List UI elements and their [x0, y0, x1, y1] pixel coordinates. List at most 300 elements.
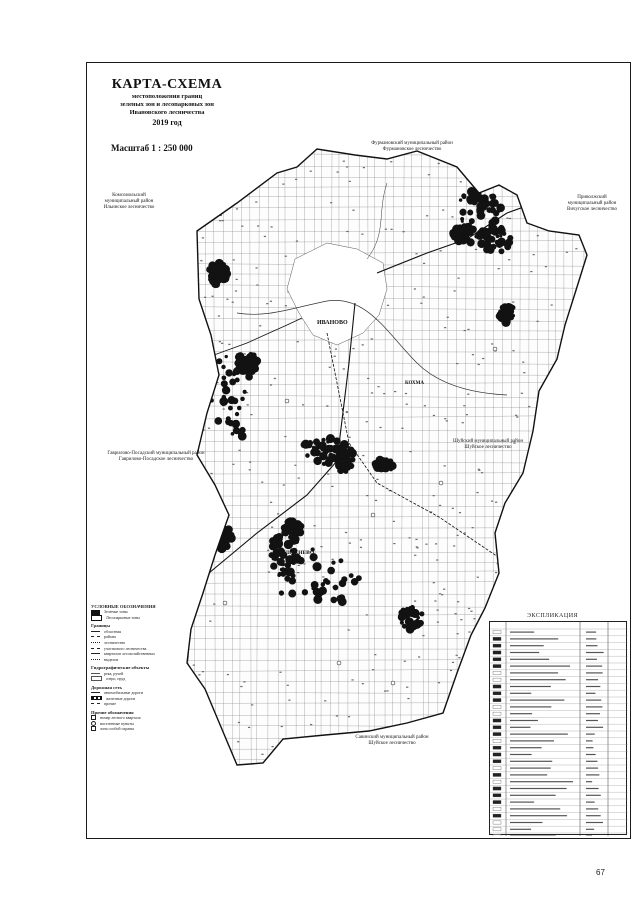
- quarter-number: [330, 202, 332, 203]
- quarter-number: [540, 605, 542, 606]
- green-zone-forest: [188, 177, 192, 181]
- green-zone-forest: [184, 196, 190, 202]
- explication-symbol: [493, 637, 501, 640]
- green-zone-forest: [291, 526, 294, 529]
- green-zone-forest: [193, 182, 197, 186]
- green-zone-forest: [411, 609, 420, 618]
- explication-value: [586, 768, 598, 769]
- green-zone-forest: [201, 171, 210, 180]
- explication-value: [586, 747, 593, 748]
- page-number: 67: [596, 868, 605, 877]
- green-zone-forest: [418, 620, 424, 626]
- quarter-number: [457, 278, 459, 279]
- green-zone-forest: [467, 209, 473, 215]
- green-zone-forest: [487, 246, 495, 254]
- green-zone-forest: [326, 440, 330, 444]
- quarter-number: [524, 537, 526, 538]
- label-south-district: [337, 735, 447, 747]
- quarter-number: [227, 674, 229, 675]
- quarter-number: [504, 562, 506, 563]
- quarter-number: [456, 363, 458, 364]
- explication-symbol: [493, 780, 501, 783]
- explication-symbol: [493, 828, 501, 831]
- quarter-number: [346, 166, 348, 167]
- green-zone-forest: [272, 554, 279, 561]
- label-nw-3: Ильинское лесничество: [103, 205, 155, 210]
- quarter-number: [277, 513, 279, 514]
- green-zone-forest: [189, 174, 193, 178]
- green-zone-forest: [217, 527, 220, 530]
- quarter-number: [331, 486, 333, 487]
- quarter-number: [414, 288, 416, 289]
- green-zone-forest: [192, 169, 199, 176]
- green-zone-forest: [194, 170, 197, 173]
- explication-value: [586, 686, 600, 687]
- label-e-2: Шуйское лесничество: [464, 445, 512, 450]
- green-zone-forest: [477, 207, 481, 211]
- explication-value: [586, 761, 597, 762]
- quarter-number: [198, 674, 200, 675]
- quarter-number: [543, 513, 545, 514]
- quarter-number: [232, 302, 234, 303]
- explication-text-line: [510, 822, 542, 823]
- green-zone-forest: [178, 186, 187, 195]
- green-zone-forest: [220, 268, 226, 274]
- quarter-number: [478, 364, 480, 365]
- quarter-number: [522, 362, 524, 363]
- explication-value: [586, 815, 601, 816]
- quarter-number: [236, 208, 238, 209]
- green-zone-forest: [202, 174, 206, 178]
- green-zone-forest: [279, 590, 284, 595]
- quarter-number: [452, 662, 454, 663]
- explication-value: [586, 802, 595, 803]
- green-zone-forest: [215, 417, 223, 425]
- quarter-number: [201, 413, 203, 414]
- explication-symbol: [493, 821, 501, 824]
- quarter-number: [285, 305, 287, 306]
- legend-border-label: участкового лесничества: [104, 645, 147, 651]
- green-zone-forest: [189, 173, 198, 182]
- quarter-number: [237, 185, 239, 186]
- quarter-number: [394, 391, 396, 392]
- legend-other-swatch: [91, 726, 96, 731]
- quarter-number: [416, 546, 418, 547]
- quarter-number: [219, 220, 221, 221]
- quarter-number: [503, 159, 505, 160]
- quarter-number: [214, 375, 216, 376]
- explication-symbol: [493, 644, 501, 647]
- legend-border-label: лесничества: [104, 639, 125, 645]
- quarter-number: [441, 594, 443, 595]
- green-zone-forest: [214, 526, 222, 534]
- green-zone-forest: [384, 457, 388, 461]
- green-zone-forest: [333, 585, 339, 591]
- green-zone-forest: [330, 597, 337, 604]
- explication-text-line: [510, 645, 544, 646]
- label-north-district: [337, 141, 487, 153]
- green-zone-forest: [341, 463, 347, 469]
- quarter-number: [415, 253, 417, 254]
- legend-hydro-label: река, ручей: [104, 670, 124, 676]
- explication-symbol: [493, 678, 501, 681]
- quarter-number: [529, 162, 531, 163]
- green-zone-forest: [323, 578, 329, 584]
- quarter-number: [371, 338, 373, 339]
- quarter-number: [219, 341, 221, 342]
- quarter-number: [351, 764, 353, 765]
- quarter-number: [366, 495, 368, 496]
- quarter-number: [568, 177, 570, 178]
- quarter-number: [268, 571, 270, 572]
- quarter-number: [243, 681, 245, 682]
- quarter-number: [438, 163, 440, 164]
- green-zone-forest: [246, 353, 255, 362]
- green-zone-forest: [316, 590, 323, 597]
- quarter-number: [373, 154, 375, 155]
- quarter-number: [425, 544, 427, 545]
- quarter-number: [535, 181, 537, 182]
- green-zone-forest: [310, 448, 318, 456]
- quarter-number: [422, 635, 424, 636]
- green-zone-forest: [356, 575, 362, 581]
- quarter-number: [249, 469, 251, 470]
- quarter-number: [209, 621, 211, 622]
- explication-text-line: [510, 713, 532, 714]
- explication-text-line: [510, 679, 566, 680]
- green-zone-forest: [383, 461, 392, 470]
- green-zone-forest: [223, 542, 231, 550]
- green-zone-forest: [229, 378, 236, 385]
- quarter-number: [530, 271, 532, 272]
- quarter-number: [460, 675, 462, 676]
- quarter-number: [495, 502, 497, 503]
- legend-border-label: кварталов лесохозяйственных: [104, 651, 156, 657]
- label-east-district: [433, 439, 543, 451]
- green-zone-forest: [469, 240, 474, 245]
- quarter-number: [271, 527, 273, 528]
- green-zone-forest: [216, 273, 219, 276]
- green-zone-forest: [213, 531, 218, 536]
- quarter-number: [472, 527, 474, 528]
- quarter-number: [390, 161, 392, 162]
- quarter-number: [418, 656, 420, 657]
- green-zone-forest: [180, 192, 188, 200]
- green-zone-forest: [239, 363, 243, 367]
- quarter-number: [446, 420, 448, 421]
- quarter-number: [436, 559, 438, 560]
- explication-symbol: [493, 773, 501, 776]
- quarter-number: [267, 550, 269, 551]
- label-ne-3: Вичугское лесничество: [567, 207, 617, 212]
- quarter-number: [478, 716, 480, 717]
- explication-symbol: [493, 705, 501, 708]
- green-zone-forest: [173, 184, 177, 188]
- green-zone-forest: [214, 537, 218, 541]
- title-line-3: Ивановского лесничества: [129, 109, 205, 116]
- quarter-number: [528, 406, 530, 407]
- explication-value: [586, 734, 595, 735]
- explication-symbol: [493, 807, 501, 810]
- quarter-number: [515, 415, 517, 416]
- green-zone-forest: [288, 590, 296, 598]
- settlement-marker: [223, 601, 227, 605]
- explication-value: [586, 693, 595, 694]
- quarter-number: [512, 577, 514, 578]
- explication-text-line: [510, 795, 556, 796]
- green-zone-forest: [245, 366, 253, 374]
- legend-hydro-head: Гидрографические объекты: [91, 665, 150, 671]
- label-northeast-district: [553, 195, 631, 213]
- green-zone-forest: [219, 397, 228, 406]
- quarter-number: [485, 735, 487, 736]
- explication-text-line: [510, 659, 549, 660]
- quarter-number: [385, 229, 387, 230]
- quarter-number: [584, 280, 586, 281]
- quarter-number: [310, 171, 312, 172]
- quarter-number: [491, 501, 493, 502]
- green-zone-forest: [196, 169, 205, 178]
- explication-symbol: [493, 746, 501, 749]
- quarter-number: [464, 753, 466, 754]
- green-zone-forest: [193, 170, 197, 174]
- quarter-number: [444, 418, 446, 419]
- green-zone-forest: [499, 234, 502, 237]
- quarter-number: [348, 716, 350, 717]
- quarter-number: [206, 505, 208, 506]
- green-zone-forest: [278, 572, 282, 576]
- quarter-number: [464, 532, 466, 533]
- quarter-number: [200, 495, 202, 496]
- quarter-number: [214, 202, 216, 203]
- green-zone-forest: [214, 538, 218, 542]
- quarter-number: [525, 574, 527, 575]
- quarter-number: [478, 469, 480, 470]
- green-zone-forest: [173, 195, 176, 198]
- quarter-number: [468, 631, 470, 632]
- green-zone-forest: [199, 175, 205, 181]
- quarter-number: [562, 505, 564, 506]
- explication-text-line: [510, 693, 531, 694]
- green-zone-forest: [228, 420, 235, 427]
- quarter-number: [374, 654, 376, 655]
- quarter-number: [375, 500, 377, 501]
- green-zone-forest: [484, 234, 492, 242]
- quarter-number: [377, 386, 379, 387]
- quarter-number: [348, 437, 350, 438]
- label-north-2: Фурмановское лесничество: [382, 147, 442, 152]
- green-zone-forest: [237, 406, 241, 410]
- legend-road-swatch: [91, 696, 102, 700]
- quarter-number: [482, 358, 484, 359]
- green-zone-forest: [211, 534, 217, 540]
- label-north-1: Фурмановский муниципальный район: [371, 141, 453, 146]
- quarter-number: [558, 160, 560, 161]
- city-ivanovo: ИВАНОВО: [317, 320, 348, 326]
- quarter-number: [214, 547, 216, 548]
- green-zone-forest: [284, 540, 293, 549]
- quarter-number: [372, 669, 374, 670]
- legend-border-swatch: [91, 653, 100, 654]
- legend-other-swatch: [91, 715, 96, 720]
- quarter-number: [324, 700, 326, 701]
- quarter-number: [415, 539, 417, 540]
- green-zone-forest: [191, 172, 195, 176]
- quarter-number: [477, 577, 479, 578]
- quarter-number: [390, 229, 392, 230]
- quarter-number: [483, 734, 485, 735]
- quarter-number: [568, 567, 570, 568]
- quarter-number: [523, 372, 525, 373]
- green-zone-forest: [336, 595, 344, 603]
- green-zone-forest: [190, 175, 193, 178]
- explication-text-line: [510, 706, 551, 707]
- green-zone-forest: [459, 198, 462, 201]
- explication-value: [586, 808, 598, 809]
- green-zone-forest: [326, 456, 334, 464]
- green-zone-forest: [460, 217, 464, 221]
- quarter-number: [200, 260, 202, 261]
- legend-road-swatch: [91, 692, 100, 693]
- green-zone-forest: [198, 170, 201, 173]
- green-zone-forest: [187, 179, 196, 188]
- explication-text-line: [510, 788, 567, 789]
- explication-value: [586, 672, 603, 673]
- explication-symbol: [493, 794, 501, 797]
- green-zone-forest: [175, 186, 183, 194]
- explication-symbol: [493, 760, 501, 763]
- green-zone-forest: [183, 196, 188, 201]
- quarter-number: [352, 348, 354, 349]
- quarter-number: [251, 704, 253, 705]
- quarter-number: [362, 344, 364, 345]
- green-zone-forest: [200, 178, 207, 185]
- quarter-number: [249, 462, 251, 463]
- green-zone-forest: [338, 558, 343, 563]
- legend-other-label: населенные пункты: [100, 720, 134, 726]
- legend-border-swatch: [91, 636, 100, 637]
- green-zone-forest: [177, 192, 183, 198]
- quarter-number: [468, 608, 470, 609]
- green-zone-forest: [482, 199, 490, 207]
- quarter-number: [466, 414, 468, 415]
- quarter-number: [434, 600, 436, 601]
- green-zone-forest: [349, 450, 355, 456]
- explication-value: [586, 720, 598, 721]
- quarter-number: [360, 547, 362, 548]
- green-zone-forest: [501, 318, 508, 325]
- quarter-number: [407, 698, 409, 699]
- quarter-number: [255, 201, 257, 202]
- quarter-number: [481, 472, 483, 473]
- quarter-number: [360, 539, 362, 540]
- quarter-number: [240, 686, 242, 687]
- quarter-number: [456, 655, 458, 656]
- quarter-number: [508, 259, 510, 260]
- quarter-number: [383, 393, 385, 394]
- quarter-number: [345, 532, 347, 533]
- green-zone-forest: [183, 186, 191, 194]
- explication-value: [586, 754, 596, 755]
- quarter-number: [437, 622, 439, 623]
- quarter-number: [266, 303, 268, 304]
- green-zone-forest: [340, 444, 346, 450]
- quarter-number: [479, 701, 481, 702]
- quarter-number: [349, 543, 351, 544]
- quarter-number: [327, 474, 329, 475]
- green-zone-forest: [507, 235, 513, 241]
- legend-border-label: района: [104, 634, 116, 640]
- green-zone-forest: [496, 241, 503, 248]
- explication-symbol: [493, 685, 501, 688]
- quarter-number: [437, 610, 439, 611]
- quarter-number: [409, 451, 411, 452]
- quarter-number: [537, 552, 539, 553]
- quarter-number: [535, 573, 537, 574]
- quarter-number: [555, 464, 557, 465]
- quarter-number: [406, 687, 408, 688]
- green-zone-forest: [197, 182, 202, 187]
- quarter-number: [423, 296, 425, 297]
- explication-value: [586, 727, 603, 728]
- explication-value: [586, 638, 596, 639]
- quarter-number: [209, 181, 211, 182]
- quarter-number: [241, 226, 243, 227]
- green-zone-forest: [496, 312, 504, 320]
- quarter-number: [202, 671, 204, 672]
- explication-value: [586, 706, 602, 707]
- map-sheet: [86, 62, 631, 839]
- legend-border-label: областная: [104, 628, 121, 634]
- quarter-number: [566, 587, 568, 588]
- explication-value: [586, 829, 594, 830]
- quarter-number: [188, 472, 190, 473]
- settlement-marker: [337, 661, 341, 665]
- quarter-number: [349, 181, 351, 182]
- legend-hydro-list: [91, 670, 195, 681]
- green-zone-forest: [501, 305, 505, 309]
- quarter-number: [379, 427, 381, 428]
- quarter-number: [337, 171, 339, 172]
- explication-text-line: [510, 686, 551, 687]
- quarter-number: [190, 289, 192, 290]
- quarter-number: [236, 279, 238, 280]
- explication-text-line: [510, 768, 551, 769]
- green-zone-forest: [243, 390, 247, 394]
- green-zone-forest: [175, 196, 181, 202]
- quarter-number: [297, 572, 299, 573]
- explication-symbol: [493, 753, 501, 756]
- quarter-number: [219, 503, 221, 504]
- quarter-number: [433, 582, 435, 583]
- explication-value: [586, 713, 600, 714]
- explication-text-line: [510, 808, 560, 809]
- green-zone-forest: [173, 190, 179, 196]
- green-zone-forest: [302, 589, 308, 595]
- quarter-number: [296, 240, 298, 241]
- quarter-number: [506, 218, 508, 219]
- explication-text-line: [510, 666, 570, 667]
- explication-text-line: [510, 720, 538, 721]
- quarter-number: [440, 250, 442, 251]
- label-s-2: Шуйское лесничество: [368, 741, 416, 746]
- green-zone-forest: [489, 194, 493, 198]
- legend-borders-list: [91, 629, 195, 663]
- explication-symbol: [493, 739, 501, 742]
- legend-row-park-zone: [91, 615, 195, 621]
- legend-road-label: железные дороги: [106, 695, 136, 701]
- explication-value: [586, 632, 596, 633]
